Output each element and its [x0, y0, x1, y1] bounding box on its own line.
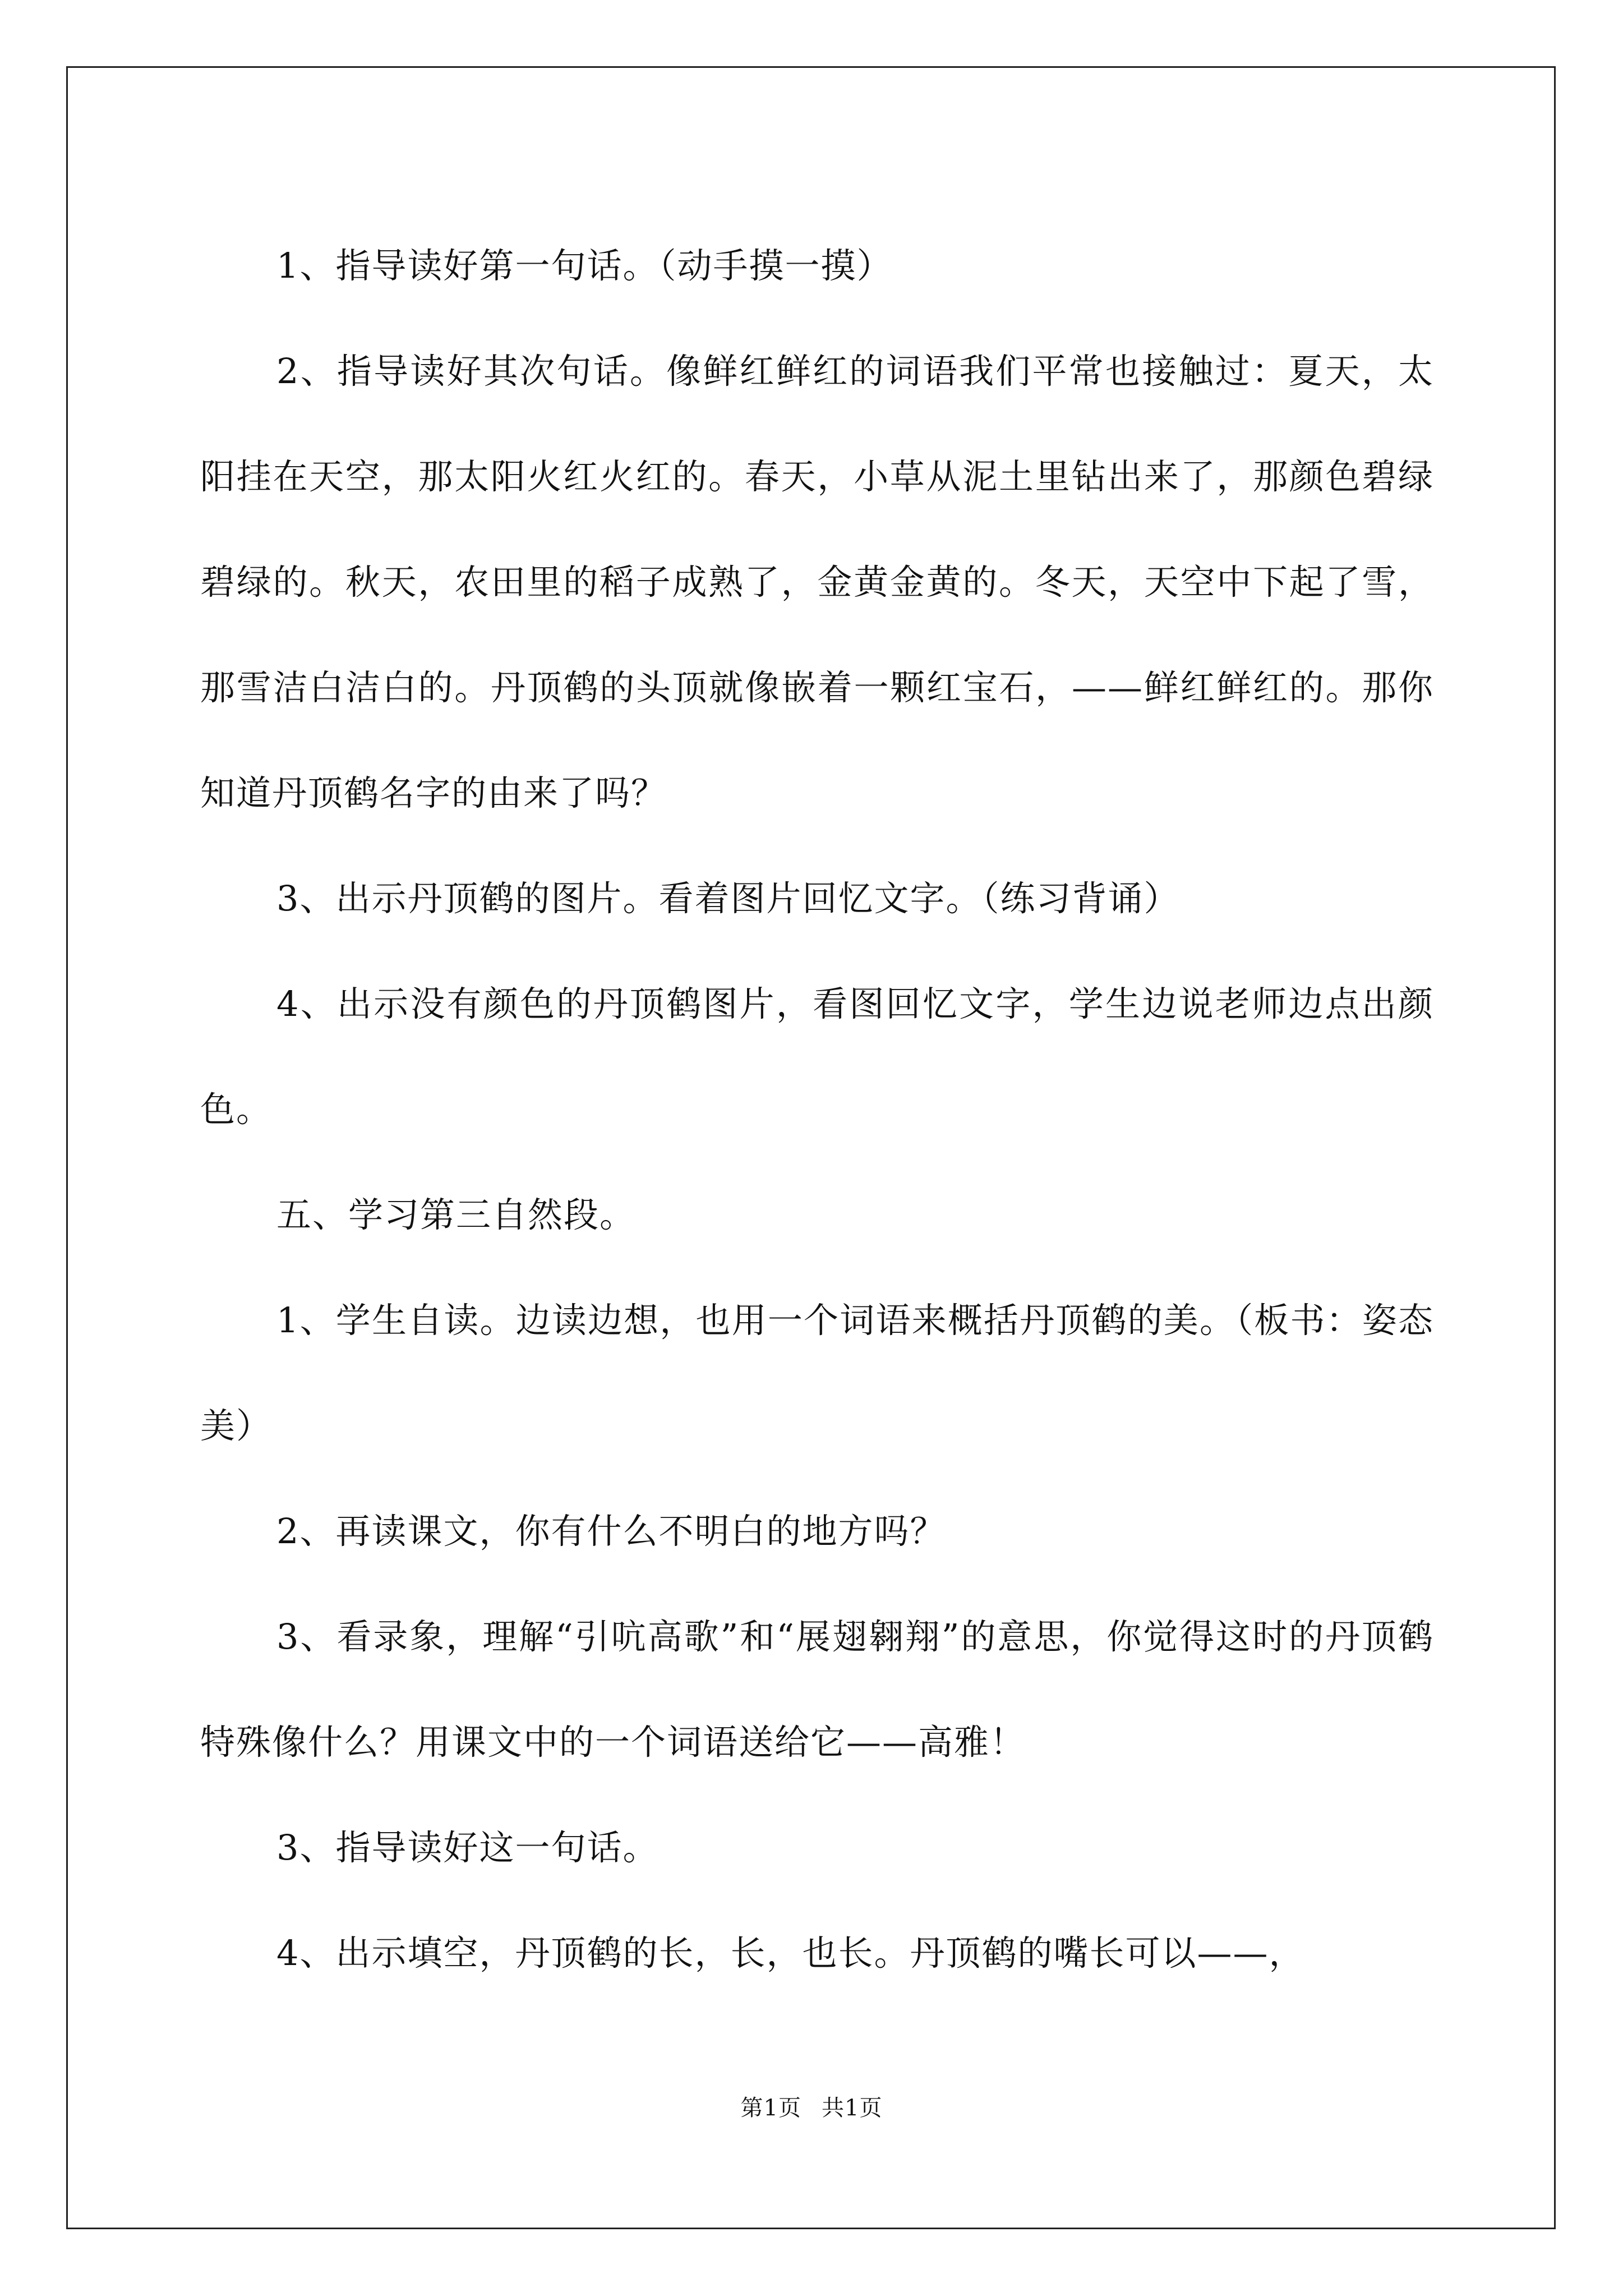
paragraph: 2、再读课文，你有什么不明白的地方吗？: [276, 1511, 946, 1552]
paragraph: 1、学生自读。边读边想，也用一个词语来概括丹顶鹤的美。（板书：姿态美）: [200, 1300, 1434, 1446]
paragraph: 4、出示没有颜色的丹顶鹤图片，看图回忆文字，学生边说老师边点出颜色。: [200, 983, 1434, 1130]
page-footer: [0, 2091, 1623, 2125]
paragraph: 1、指导读好第一句话。（动手摸一摸）: [276, 245, 893, 286]
paragraph: 3、出示丹顶鹤的图片。看着图片回忆文字。（练习背诵）: [276, 878, 1180, 919]
paragraph: 2、指导读好其次句话。像鲜红鲜红的词语我们平常也接触过：夏天，太阳挂在天空，那太阳火红火红的。春天，小草从泥土里钻出来了，那颜色碧绿碧绿的。秋天，农田里的稻子成熟了，金黄金黄的。冬天，天空中下起了雪，那雪洁白洁白的。丹顶鹤的头顶就像嵌着一颗红宝石，——鲜红鲜红的。那你知道丹顶鹤名字的由来了吗？: [200, 351, 1434, 813]
page-number-current: 第1页: [740, 2095, 801, 2121]
section-heading: 五、学习第三自然段。: [276, 1194, 636, 1235]
page-number-total: 共1页: [822, 2095, 883, 2121]
paragraph: 3、看录象，理解“引吭高歌”和“展翅翱翔”的意思，你觉得这时的丹顶鹤特殊像什么？用课文中的一个词语送给它——高雅！: [200, 1616, 1434, 1763]
paragraph: 4、出示填空，丹顶鹤的长，长，也长。丹顶鹤的嘴长可以——，: [276, 1932, 1305, 1973]
paragraph: 3、指导读好这一句话。: [276, 1827, 659, 1868]
document-body: [200, 213, 1434, 2006]
